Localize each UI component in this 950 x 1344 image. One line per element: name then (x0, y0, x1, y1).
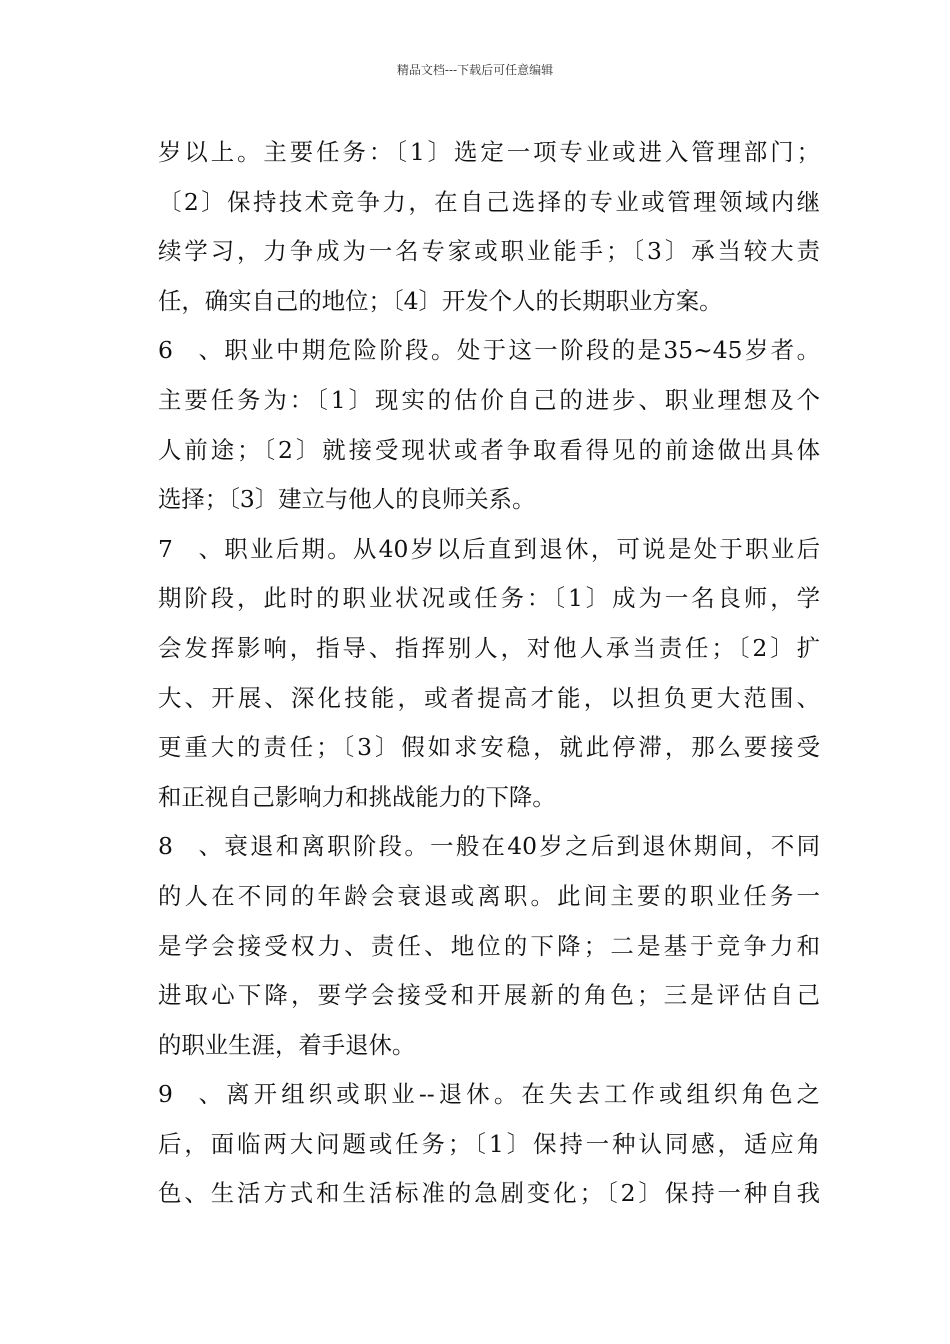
text-line (158, 326, 820, 376)
line-text: 衰退和离职阶段。一般在40岁之后到退休期间，不同 (222, 832, 820, 861)
line-text: 主要任务为：〔1〕现实的估价自己的进步、职业理想及个 (158, 385, 820, 414)
text-line (158, 475, 820, 525)
line-text: 职业后期。从40岁以后直到退休，可说是处于职业后 (222, 534, 820, 563)
text-line (158, 971, 820, 1021)
line-text: 离开组织或职业--退休。在失去工作或组织角色之 (222, 1080, 820, 1109)
line-text: 和正视自己影响力和挑战能力的下降。 (158, 782, 556, 811)
line-text: 岁以上。主要任务：〔1〕选定一项专业或进入管理部门； (158, 138, 820, 166)
text-line (158, 1070, 820, 1120)
line-text: 色、生活方式和生活标准的急剧变化；〔2〕保持一种自我 (158, 1179, 820, 1208)
text-line (158, 227, 820, 277)
text-line (158, 872, 820, 922)
line-text: 续学习，力争成为一名专家或职业能手；〔3〕承当较大责 (158, 237, 820, 266)
text-line (158, 277, 820, 327)
line-text: 的职业生涯，着手退休。 (158, 1030, 416, 1059)
line-text: 后，面临两大问题或任务；〔1〕保持一种认同感，适应角 (158, 1129, 820, 1158)
line-text: 大、开展、深化技能，或者提高才能，以担负更大范围、 (158, 683, 820, 712)
line-text: 人前途；〔2〕就接受现状或者争取看得见的前途做出具体 (158, 435, 820, 464)
text-line (158, 426, 820, 476)
text-line (158, 574, 820, 624)
text-line (158, 525, 820, 575)
page-header: 精品文档---下载后可任意编辑 (396, 63, 554, 77)
line-text: 选择；〔3〕建立与他人的良师关系。 (158, 485, 536, 514)
list-number: 9、 (158, 1080, 222, 1109)
line-text: 〔2〕保持技术竞争力，在自己选择的专业或管理领域内继 (158, 187, 820, 216)
text-line (158, 773, 820, 823)
list-number: 8、 (158, 832, 222, 861)
text-line (158, 922, 820, 972)
line-text: 任，确实自己的地位；〔4〕开发个人的长期职业方案。 (158, 286, 723, 315)
text-line (158, 822, 820, 872)
line-text: 会发挥影响，指导、指挥别人，对他人承当责任；〔2〕扩 (158, 633, 820, 662)
text-line (158, 376, 820, 426)
list-number: 7、 (158, 534, 222, 563)
line-text: 是学会接受权力、责任、地位的下降；二是基于竞争力和 (158, 931, 820, 960)
list-number: 6、 (158, 336, 222, 365)
text-line (158, 178, 820, 228)
line-text: 更重大的责任；〔3〕假如求安稳，就此停滞，那么要接受 (158, 733, 820, 762)
line-text: 期阶段，此时的职业状况或任务：〔1〕成为一名良师，学 (158, 584, 820, 613)
document-body (158, 128, 820, 1219)
line-text: 职业中期危险阶段。处于这一阶段的是35~45岁者。 (222, 336, 820, 365)
line-text: 的人在不同的年龄会衰退或离职。此间主要的职业任务一 (158, 881, 820, 910)
text-line (158, 1169, 820, 1219)
text-line (158, 624, 820, 674)
text-line (158, 128, 820, 178)
text-line (158, 723, 820, 773)
text-line (158, 1120, 820, 1170)
line-text: 进取心下降，要学会接受和开展新的角色；三是评估自己 (158, 981, 820, 1010)
text-line (158, 674, 820, 724)
text-line (158, 1021, 820, 1071)
